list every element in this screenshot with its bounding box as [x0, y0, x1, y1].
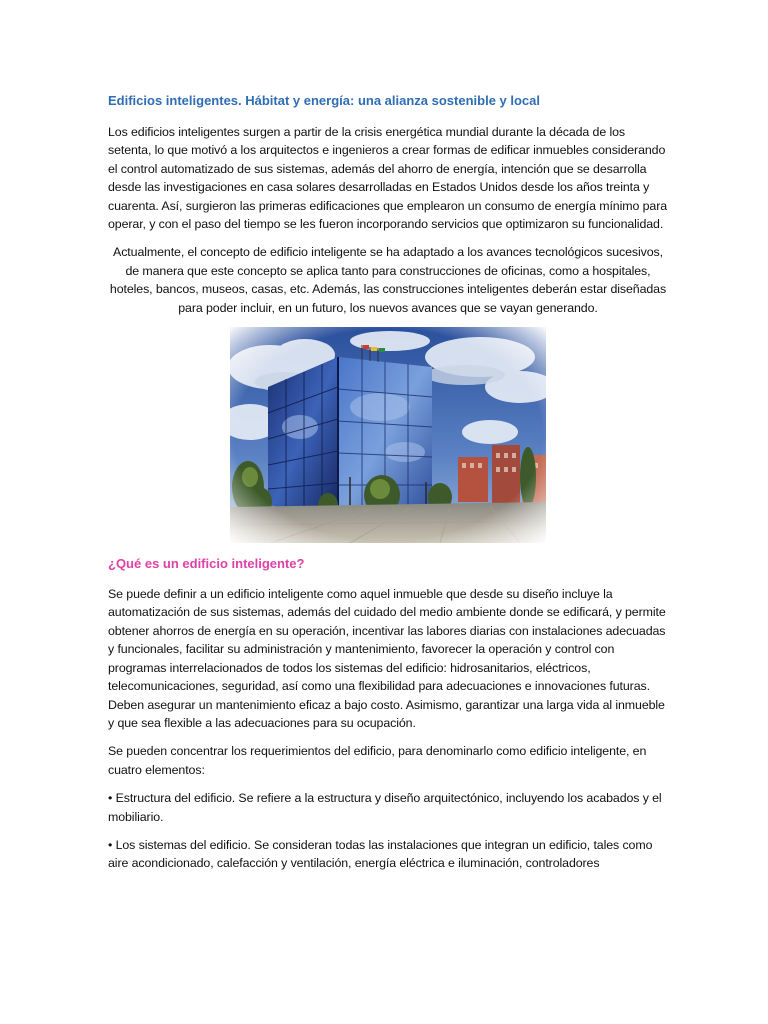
- requirements-paragraph: Se pueden concentrar los requerimientos del edificio, para denominarlo como edificio inteligente, en cuatro elementos:: [108, 744, 647, 777]
- bullet-item: • Estructura del edificio. Se refiere a la estructura y diseño arquitectónico, incluyendo los acabados y el mobiliario.: [108, 791, 662, 824]
- smart-building-photo: [230, 327, 546, 543]
- section-title-que-es: ¿Qué es un edificio inteligente?: [108, 556, 305, 572]
- definition-paragraph: Se puede definir a un edificio inteligente como aquel inmueble que desde su diseño incluye la automatización de sus sistemas, además del cuidado del medio ambiente donde se edificará, y permite obtener ahorros de energía en su operación, incentivar las labores diarias con instalaciones adecuadas y funcionales, facilitar su administración y mantenimiento, favorecer la operación y control con programas interrelacionados de todos los sistemas del edificio: hidrosanitarios, eléctricos, telecomunicaciones, seguridad, así como una flexibilidad para adecuaciones e innovaciones futuras. Deben asegurar un mantenimiento eficaz a bajo costo. Asimismo, garantizar una larga vida al inmueble y que sea flexible a las adecuaciones para su ocupación.: [108, 587, 666, 730]
- actualmente-paragraph: Actualmente, el concepto de edificio inteligente se ha adaptado a los avances tecnológicos sucesivos, de manera que este concepto se aplica tanto para construcciones de oficinas, como a hospitales, hoteles, bancos, museos, casas, etc. Además, las construcciones inteligentes deberán estar diseñadas para poder incluir, en un futuro, los nuevos avances que se vayan generando.: [109, 245, 667, 315]
- building-illustration: [230, 327, 546, 543]
- document-content: [108, 92, 668, 883]
- section-title-edificios: Edificios inteligentes. Hábitat y energía: una alianza sostenible y local: [108, 93, 541, 108]
- intro-paragraph: Los edificios inteligentes surgen a partir de la crisis energética mundial durante la década de los setenta, lo que motivó a los arquitectos e ingenieros a crear formas de edificar inmuebles considerando el control automatizado de sus sistemas, además del ahorro de energía, intención que se desarrolla desde las investigaciones en casa solares desarrolladas en Estados Unidos desde los años treinta y cuarenta. Así, surgieron las primeras edificaciones que emplearon un consumo de energía mínimo para operar, y con el paso del tiempo se les fueron incorporando servicios que optimizaron su funcionalidad.: [108, 125, 668, 232]
- bullet-item: • Los sistemas del edificio. Se consideran todas las instalaciones que integran un edificio, tales como aire acondicionado, calefacción y ventilación, energía eléctrica e iluminación, controladores: [108, 837, 653, 871]
